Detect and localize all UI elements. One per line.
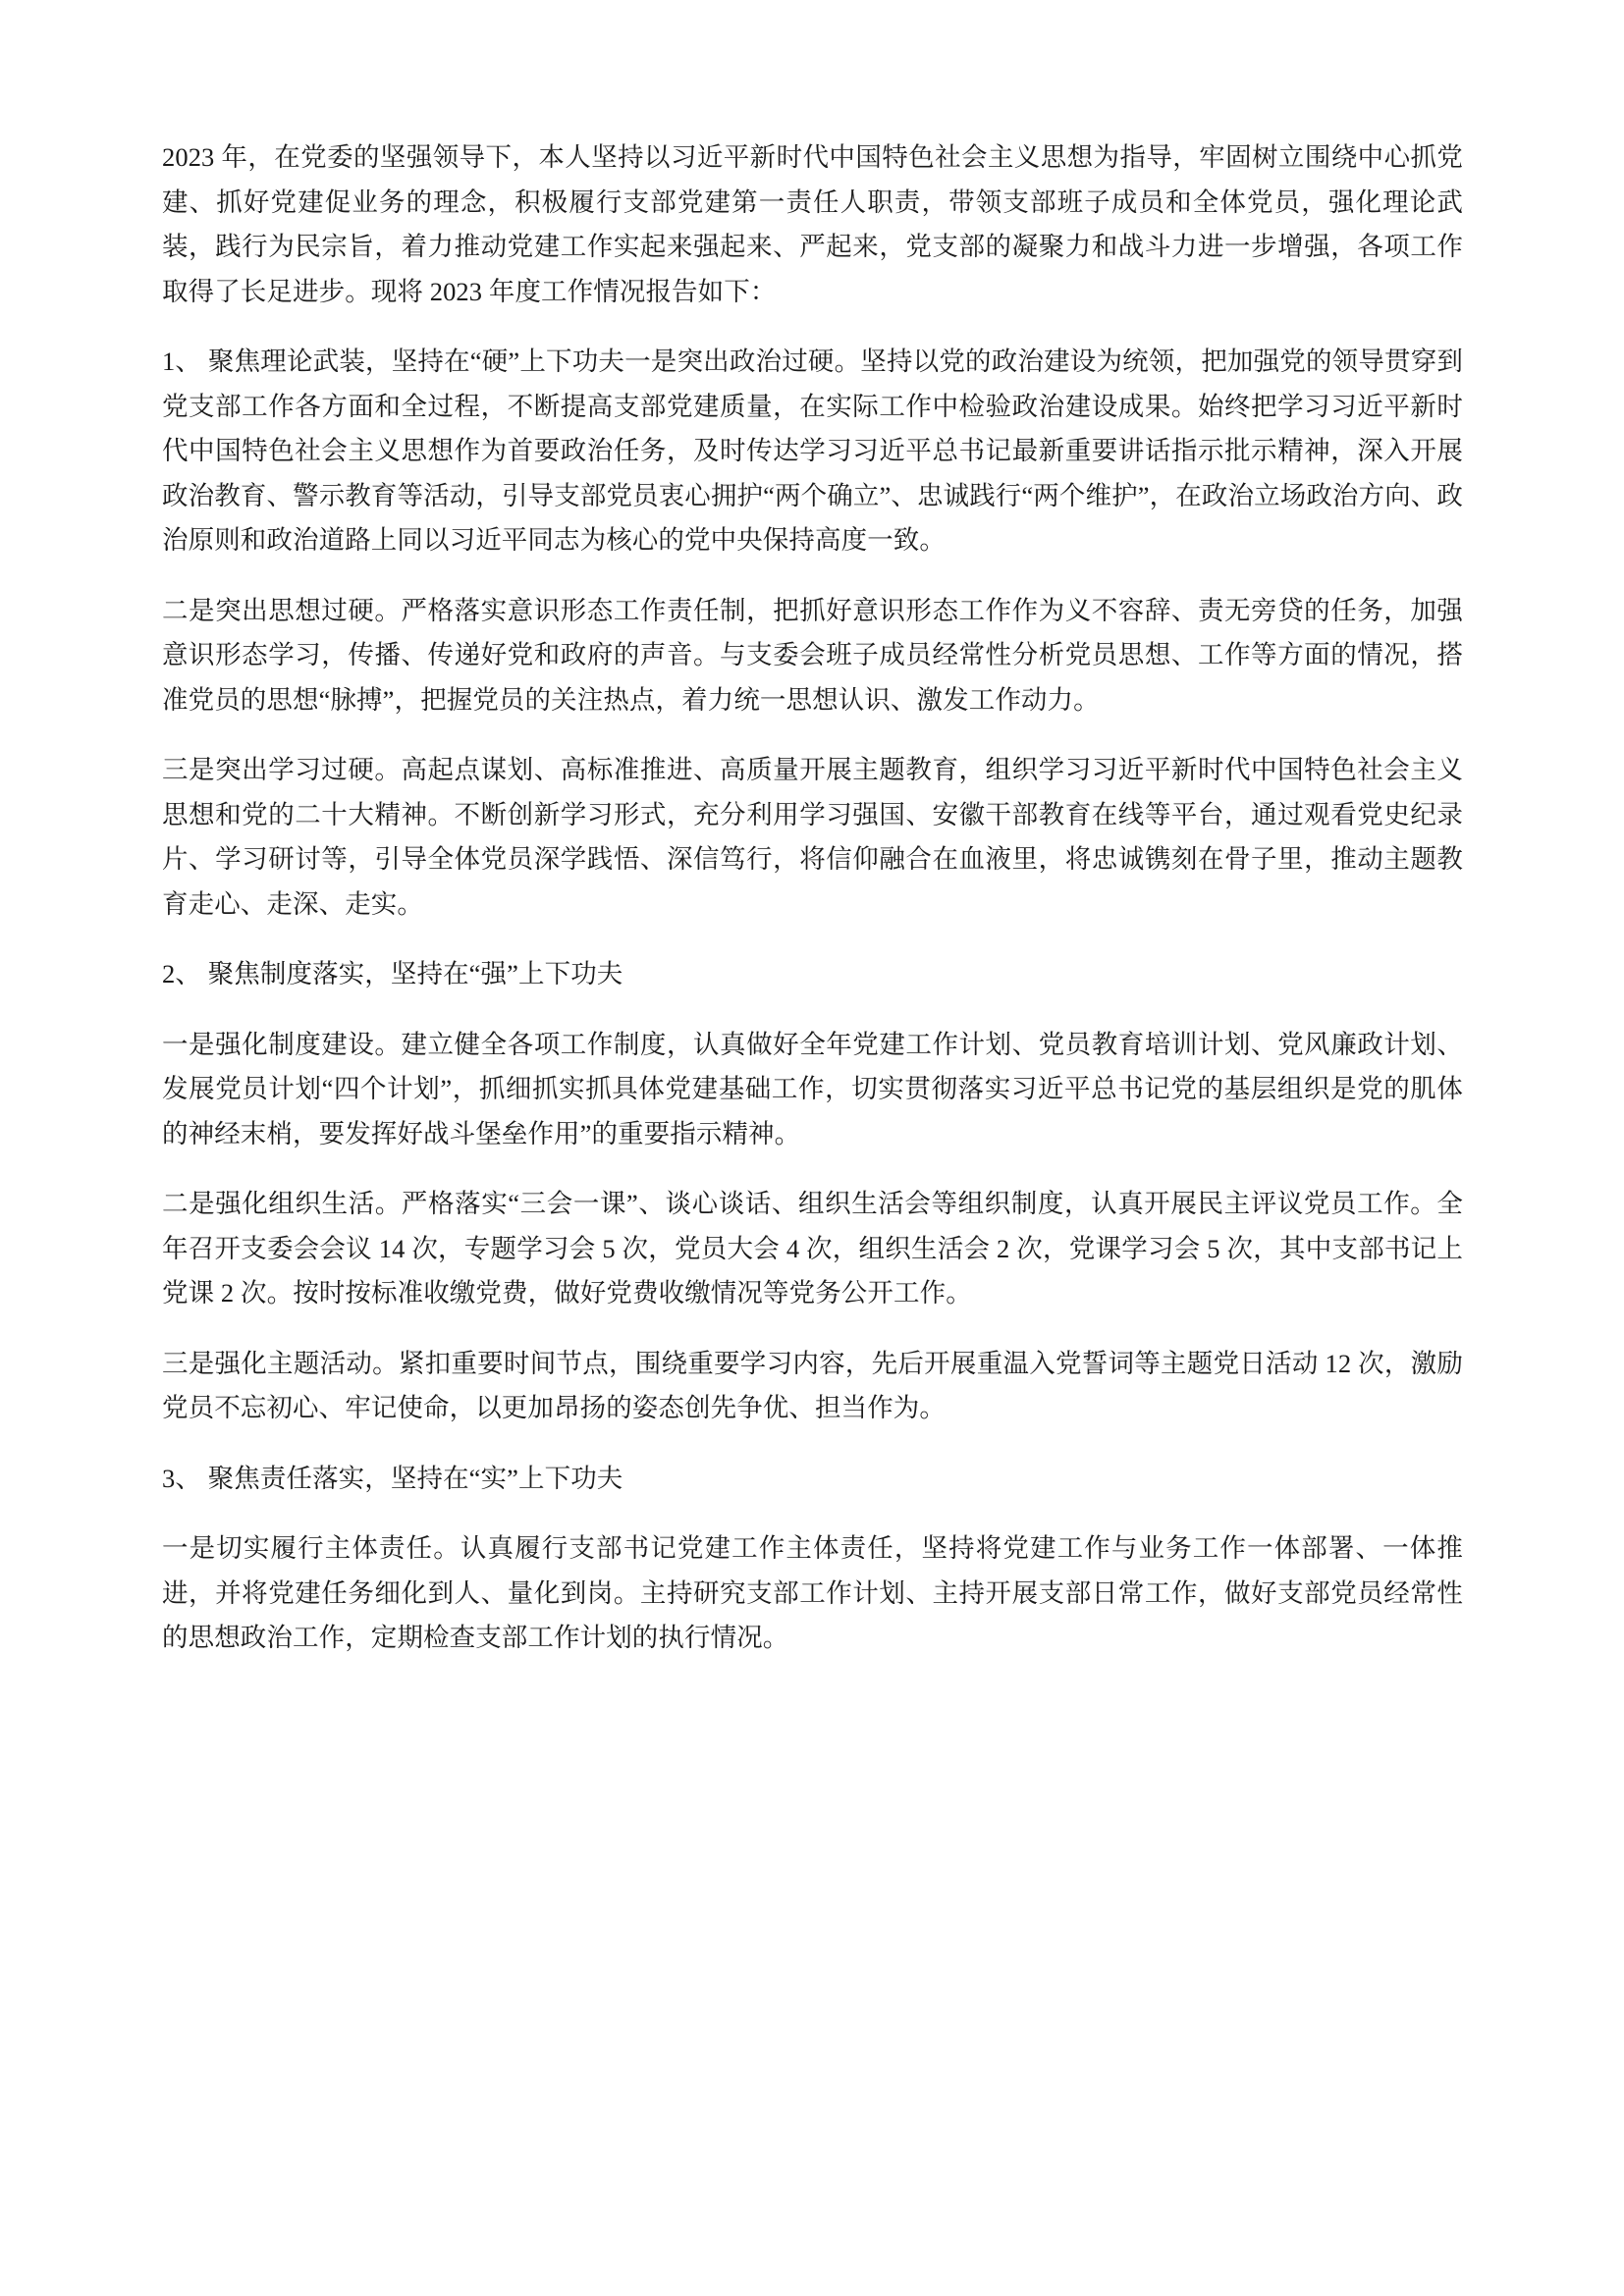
paragraph-intro: 2023 年，在党委的坚强领导下，本人坚持以习近平新时代中国特色社会主义思想为指导，牢固树立围绕中心抓党建、抓好党建促业务的理念，积极履行支部党建第一责任人职责，带领支部班子成员和全体党员，强化理论武装，践行为民宗旨，着力推动党建工作实起来强起来、严起来，党支部的凝聚力和战斗力进一步增强，各项工作取得了长足进步。现将 2023 年度工作情况报告如下：	[162, 142, 1463, 306]
paragraph-section-2-point-3: 三是强化主题活动。紧扣重要时间节点，围绕重要学习内容，先后开展重温入党誓词等主题党日活动 12 次，激励党员不忘初心、牢记使命，以更加昂扬的姿态创先争优、担当作为。	[162, 1348, 1463, 1422]
paragraph-section-1: 1、 聚焦理论武装，坚持在“硬”上下功夫一是突出政治过硬。坚持以党的政治建设为统领，把加强党的领导贯穿到党支部工作各方面和全过程，不断提高支部党建质量，在实际工作中检验政治建设成果。始终把学习习近平新时代中国特色社会主义思想作为首要政治任务，及时传达学习习近平总书记最新重要讲话指示批示精神，深入开展政治教育、警示教育等活动，引导支部党员衷心拥护“两个确立”、忠诚践行“两个维护”，在政治立场政治方向、政治原则和政治道路上同以习近平同志为核心的党中央保持高度一致。	[162, 347, 1463, 555]
paragraph-section-1-point-3: 三是突出学习过硬。高起点谋划、高标准推进、高质量开展主题教育，组织学习习近平新时代中国特色社会主义思想和党的二十大精神。不断创新学习形式，充分利用学习强国、安徽干部教育在线等平台，通过观看党史纪录片、学习研讨等，引导全体党员深学践悟、深信笃行，将信仰融合在血液里，将忠诚镌刻在骨子里，推动主题教育走心、走深、走实。	[162, 755, 1463, 919]
document-text-body	[162, 135, 1463, 1661]
paragraph-section-2-point-2: 二是强化组织生活。严格落实“三会一课”、谈心谈话、组织生活会等组织制度，认真开展民主评议党员工作。全年召开支委会会议 14 次，专题学习会 5 次，党员大会 4 次，组织生活会 2 次，党课学习会 5 次，其中支部书记上党课 2 次。按时按标准收缴党费，做好党费收缴情况等党务公开工作。	[162, 1189, 1463, 1308]
paragraph-section-1-point-2: 二是突出思想过硬。严格落实意识形态工作责任制，把抓好意识形态工作作为义不容辞、责无旁贷的任务，加强意识形态学习，传播、传递好党和政府的声音。与支委会班子成员经常性分析党员思想、工作等方面的情况，搭准党员的思想“脉搏”，把握党员的关注热点，着力统一思想认识、激发工作动力。	[162, 595, 1463, 715]
heading-section-3: 3、 聚焦责任落实，坚持在“实”上下功夫	[162, 1463, 623, 1493]
paragraph-section-2-point-1: 一是强化制度建设。建立健全各项工作制度，认真做好全年党建工作计划、党员教育培训计划、党风廉政计划、发展党员计划“四个计划”，抓细抓实抓具体党建基础工作，切实贯彻落实习近平总书记党的基层组织是党的肌体的神经末梢，要发挥好战斗堡垒作用”的重要指示精神。	[162, 1029, 1463, 1148]
heading-section-2: 2、 聚焦制度落实，坚持在“强”上下功夫	[162, 959, 623, 988]
paragraph-section-3-point-1: 一是切实履行主体责任。认真履行支部书记党建工作主体责任，坚持将党建工作与业务工作一体部署、一体推进，并将党建任务细化到人、量化到岗。主持研究支部工作计划、主持开展支部日常工作，做好支部党员经常性的思想政治工作，定期检查支部工作计划的执行情况。	[162, 1533, 1463, 1652]
